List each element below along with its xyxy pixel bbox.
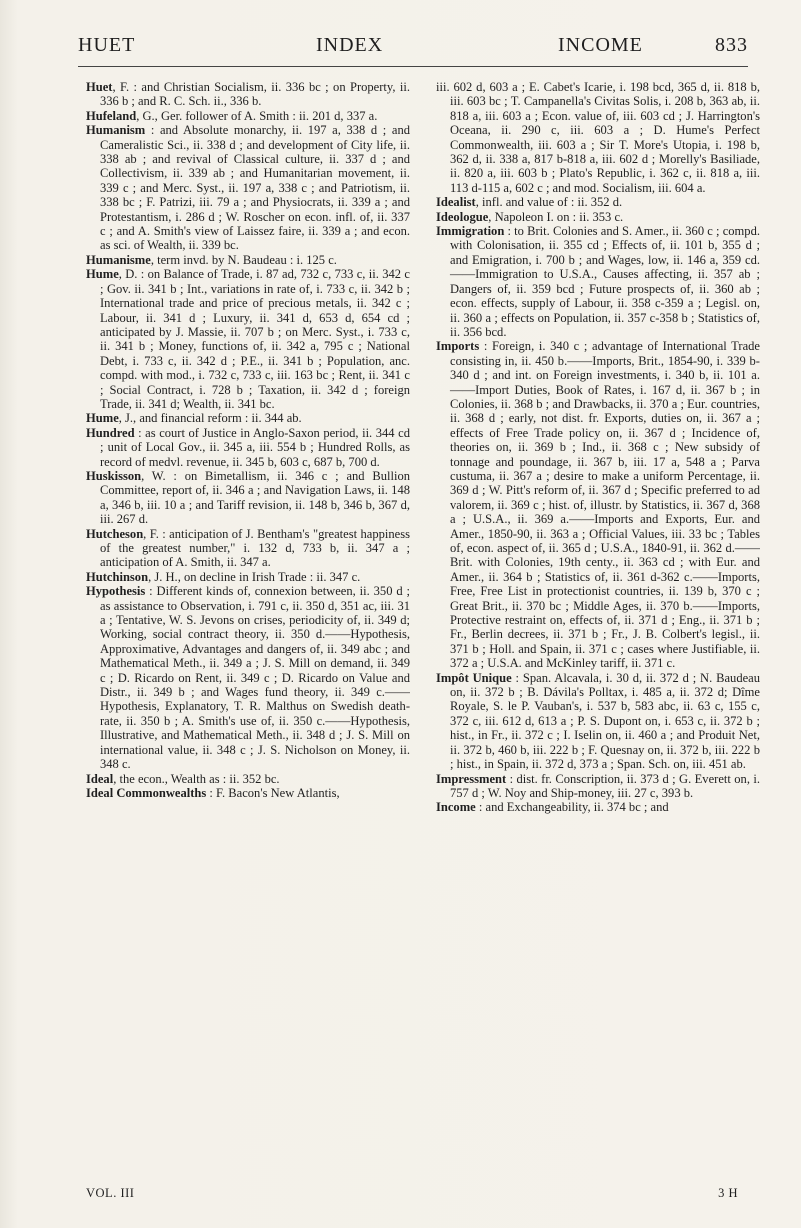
header-index-word: INDEX bbox=[316, 34, 384, 56]
index-entry: Impressment : dist. fr. Conscription, ii. 373 d ; G. Everett on, i. 757 d ; W. Noy and Ship-money, iii. 27 c, 393 b. bbox=[436, 771, 760, 800]
header-left-word: HUET bbox=[78, 34, 136, 56]
index-entry: Huet, F. : and Christian Socialism, ii. 336 bc ; on Property, ii. 336 b ; and R. C. Sch. ii., 336 b. bbox=[86, 80, 410, 109]
page-number: 833 bbox=[715, 34, 748, 56]
index-entry: Ideal Commonwealths : F. Bacon's New Atlantis, bbox=[86, 785, 340, 800]
index-entry: iii. 602 d, 603 a ; E. Cabet's Icarie, i. 198 bcd, 365 d, ii. 818 b, iii. 603 bc ; T. Campanella's Civitas Solis, i. 208 b, 363 ab, ii. 818 a, iii. 603 a ; Econ. value of, iii. 603 cd ; J. Harrington's Oceana, ii. 290 c, iii. 603 a ; D. Hume's Perfect Commonwealth, iii. 603 a ; Sir T. More's Utopia, i. 198 b, 362 d, ii. 338 a, 817 b-818 a, iii. 602 d ; Morelly's Basiliade, ii. 820 a, iii. 603 b ; Plato's Republic, i. 362 c, ii. 818 a, iii. 113 d-115 a, 602 c ; and mod. Socialism, iii. 604 a. bbox=[436, 80, 760, 195]
index-entry: Humanisme, term invd. by N. Baudeau : i. 125 c. bbox=[86, 252, 337, 267]
index-entry: Hume, J., and financial reform : ii. 344 ab. bbox=[86, 411, 302, 426]
index-entry: Hutcheson, F. : anticipation of J. Bentham's "greatest happiness of the greatest number," i. 132 d, 733 b, ii. 347 a ; anticipation of A. Smith, ii. 347 a. bbox=[86, 526, 410, 570]
index-entry: Immigration : to Brit. Colonies and S. Amer., ii. 360 c ; compd. with Colonisation, ii. 355 cd ; Effects of, ii. 101 b, 355 d ; and Emigration, i. 700 b ; and Wages, low, ii. 146 a, 359 cd.——Immigration to U.S.A., Causes affecting, ii. 357 ab ; Dangers of, ii. 359 bcd ; Future prospects of, ii. 360 ab ; econ. effects, supply of Labour, ii. 358 c-359 a ; Legisl. on, ii. 360 a ; effects on Population, ii. 357 c-358 b ; Statistics of, ii. 356 bcd. bbox=[436, 224, 760, 339]
index-entry: Ideal, the econ., Wealth as : ii. 352 bc. bbox=[86, 771, 280, 786]
header-rule bbox=[78, 66, 748, 67]
index-entry: Imports : Foreign, i. 340 c ; advantage of International Trade consisting in, ii. 450 b.——Imports, Brit., 1854-90, i. 339 b-340 d ; and int. on Foreign investments, i. 340 b, ii. 101 a.——Import Duties, Book of Rates, i. 167 d, ii. 367 b ; in Colonies, ii. 368 b ; and Drawbacks, ii. 370 a ; Eur. countries, ii. 368 d ; early, not dist. fr. Exports, duties on, ii. 367 a ; effects of Free Trade policy on, ii. 367 d ; Incidence of, theories on, ii. 369 b ; Ind., ii. 368 c ; New subsidy of tonnage and poundage, ii. 367 b, iii. 17 a, 548 a ; Parva custuma, ii. 367 a ; desire to make a uniform Percentage, ii. 369 d ; W. Pitt's reform of, ii. 367 d ; Specific preferred to ad valorem, ii. 369 c ; hist. of, illustr. by Statistics, ii. 367 d, 368 a ; U.S.A., ii. 369 a.——Imports and Exports, Eur. and Amer., 1850-90, ii. 363 a ; Official Values, iii. 33 bc ; Tables of, econ. aspect of, ii. 365 d ; U.S.A., 1840-91, ii. 362 d.——Brit. with Colonies, 19th centy., ii. 363 cd ; with Eur. and Amer., ii. 364 b ; Statistics of, ii. 361 d-362 c.——Imports, Free, Free List in protectionist countries, ii. 139 b, 370 c ; Great Brit., ii. 370 bc ; Middle Ages, ii. 370 b.——Imports, Protective restraint on, effects of, ii. 371 d ; Eng., ii. 371 b ; Fr., Berlin decrees, ii. 371 b ; Fr., J. B. Colbert's legisl., ii. 371 b ; Holl. and Spain, ii. 371 c ; cases where Justifiable, ii. 372 a ; U.S.A. and McKinley tariff, ii. 371 c. bbox=[436, 339, 760, 671]
index-entry: Ideologue, Napoleon I. on : ii. 353 c. bbox=[436, 209, 624, 224]
index-entry: Hypothesis : Different kinds of, connexion between, ii. 350 d ; as assistance to Observation, i. 791 c, ii. 350 d, 351 ac, iii. 31 a ; Tentative, W. S. Jevons on crises, periodicity of, ii. 349 d; Working, social contract theory, ii. 350 d.——Hypothesis, Approximative, Advantages and dangers of, ii. 349 abc ; and Mathematical Meth., ii. 349 a ; J. S. Mill on demand, ii. 349 c ; D. Ricardo on Rent, ii. 349 c ; D. Ricardo on Value and Distr., ii. 349 b ; and Wages fund theory, ii. 349 c.——Hypothesis, Explanatory, T. R. Malthus on Swedish death-rate, ii. 350 b ; A. Smith's use of, ii. 350 c.——Hypothesis, Illustrative, and Mathematical Meth., ii. 348 d ; J. S. Mill on international value, ii. 348 c ; J. S. Nicholson on Money, ii. 348 c. bbox=[86, 584, 410, 772]
header-right-word: INCOME bbox=[558, 34, 643, 56]
running-header bbox=[78, 34, 748, 64]
index-entry: Idealist, infl. and value of : ii. 352 d. bbox=[436, 195, 623, 210]
index-entry: Impôt Unique : Span. Alcavala, i. 30 d, ii. 372 d ; N. Baudeau on, ii. 372 b ; B. Dávila's Polltax, i. 485 a, ii. 372 d; Dîme Royale, S. le P. Vauban's, i. 537 b, 583 abc, ii. 63 c, 155 c, 372 c, iii. 612 d, 613 a ; P. S. Dupont on, i. 653 c, ii. 372 b ; hist., in Fr., ii. 372 c ; I. Iselin on, ii. 460 a ; and Produit Net, ii. 372 b, 460 b, iii. 222 b ; F. Quesnay on, ii. 372 b, iii. 222 b ; hist., in Spain, ii. 372 d, 373 a ; Span. Sch. on, iii. 451 ab. bbox=[436, 670, 760, 772]
index-entry: Hume, D. : on Balance of Trade, i. 87 ad, 732 c, 733 c, ii. 342 c ; Gov. ii. 341 b ; Int., variations in rate of, i. 733 c, ii. 342 b ; International trade and price of precious metals, ii. 342 c ; Labour, ii. 341 d ; Luxury, ii. 341 d, 653 d, 654 cd ; anticipated by J. Massie, ii. 707 b ; on Merc. Syst., i. 733 c, ii. 341 b ; Money, functions of, ii. 342 a, 795 c ; National Debt, i. 733 c, ii. 342 d ; P.E., ii. 341 b ; Population, anc. compd. with mod., i. 732 c, 733 c, iii. 163 bc ; Rent, ii. 341 c ; Social Contract, i. 728 b ; Taxation, ii. 342 d ; foreign Trade, ii. 341 d; Wealth, ii. 341 bc. bbox=[86, 267, 410, 411]
signature-mark: 3 H bbox=[718, 1186, 738, 1200]
left-column bbox=[86, 80, 410, 1180]
index-entry: Income : and Exchangeability, ii. 374 bc ; and bbox=[436, 800, 669, 815]
page-footer bbox=[86, 1186, 748, 1202]
index-entry: Hufeland, G., Ger. follower of A. Smith : ii. 201 d, 337 a. bbox=[86, 108, 378, 123]
volume-label: VOL. III bbox=[86, 1186, 135, 1200]
index-entry: Hundred : as court of Justice in Anglo-Saxon period, ii. 344 cd ; unit of Local Gov., ii. 345 a, iii. 554 b ; Hundred Rolls, as record of medvl. revenue, ii. 345 b, 603 c, 687 b, 700 d. bbox=[86, 425, 410, 469]
right-column bbox=[436, 80, 760, 1180]
index-entry: Humanism : and Absolute monarchy, ii. 197 a, 338 d ; and Cameralistic Sci., ii. 338 d ; and development of City life, ii. 338 ab ; and revival of Classical culture, ii. 337 d ; and Collectivism, ii. 339 ab ; and Humanitarian movement, ii. 339 c ; and Merc. Syst., ii. 197 a, 338 c ; and Patriotism, ii. 338 bc ; F. Patrizi, iii. 79 a ; and Physiocrats, ii. 339 a ; and Protestantism, i. 286 d ; W. Roscher on econ. infl. of, ii. 337 c ; and A. Smith's view of Laissez faire, ii. 339 a ; and econ. as sci. of Wealth, ii. 339 bc. bbox=[86, 123, 410, 253]
index-entry: Hutchinson, J. H., on decline in Irish Trade : ii. 347 c. bbox=[86, 569, 361, 584]
index-entry: Huskisson, W. : on Bimetallism, ii. 346 c ; and Bullion Committee, report of, ii. 346 a ; and Navigation Laws, ii. 148 a, 346 b, iii. 10 a ; and Tariff revision, ii. 148 b, 346 b, 367 d, iii. 267 d. bbox=[86, 468, 410, 527]
